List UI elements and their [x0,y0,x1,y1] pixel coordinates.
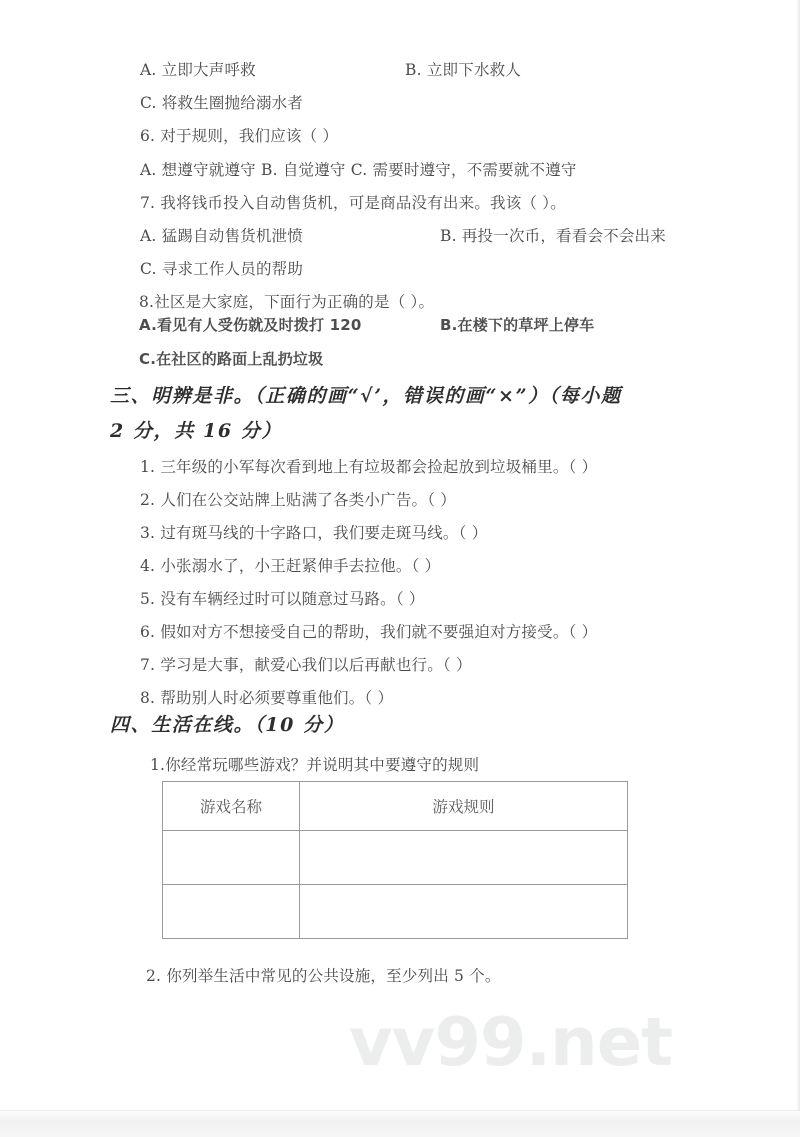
table-row[interactable] [163,831,628,885]
table-header-game-rule: 游戏规则 [300,782,628,831]
q6-options: A. 想遵守就遵守 B. 自觉遵守 C. 需要时遵守，不需要就不遵守 [140,161,577,179]
section-four-q2: 2. 你列举生活中常见的公共设施，至少列出 5 个。 [146,967,501,985]
q8-stem: 8.社区是大家庭，下面行为正确的是（ ）。 [139,293,435,311]
game-rules-table [162,781,628,939]
section-three-heading-line1: 三、明辨是非。（正确的画“√’，错误的画“×”）（每小题 [110,385,622,407]
section-three-item-5: 5. 没有车辆经过时可以随意过马路。（ ） [140,590,425,608]
table-row[interactable] [163,885,628,939]
section-three-item-3: 3. 过有斑马线的十字路口，我们要走斑马线。（ ） [140,524,488,542]
q7-option-a: A. 猛踢自动售货机泄愤 [140,227,303,245]
q7-option-b: B. 再投一次币，看看会不会出来 [440,227,666,245]
q7-option-c: C. 寻求工作人员的帮助 [140,260,304,278]
section-three-item-4: 4. 小张溺水了，小王赶紧伸手去拉他。（ ） [140,557,441,575]
section-three-item-7: 7. 学习是大事，献爱心我们以后再献也行。（ ） [140,656,472,674]
table-cell-game-rule-2[interactable] [300,885,628,939]
scan-page-right-edge [796,0,800,1113]
q6-stem: 6. 对于规则，我们应该（ ） [140,127,339,145]
q5-option-c: C. 将救生圈抛给溺水者 [140,94,304,112]
q8-option-b: B.在楼下的草坪上停车 [440,316,595,334]
table-cell-game-rule-1[interactable] [300,831,628,885]
section-four-q1: 1.你经常玩哪些游戏？并说明其中要遵守的规则 [150,756,480,774]
q7-stem: 7. 我将钱币投入自动售货机，可是商品没有出来。我该（ ）。 [140,194,566,212]
site-watermark: vv99.net [349,1003,673,1081]
table-header-game-name: 游戏名称 [163,782,300,831]
q8-option-c: C.在社区的路面上乱扔垃圾 [139,350,324,368]
section-three-heading-line2: 2 分，共 16 分） [110,420,283,442]
section-three-item-8: 8. 帮助别人时必须要尊重他们。（ ） [140,689,394,707]
table-cell-game-name-1[interactable] [163,831,300,885]
q5-option-a: A. 立即大声呼救 [140,61,256,79]
section-four-heading: 四、生活在线。（10 分） [110,714,345,736]
q5-option-b: B. 立即下水救人 [405,61,522,79]
table-header-row [163,782,628,831]
section-three-item-6: 6. 假如对方不想接受自己的帮助，我们就不要强迫对方接受。（ ） [140,623,598,641]
scan-page-bottom-edge [0,1111,800,1137]
q8-option-a: A.看见有人受伤就及时拨打 120 [139,316,362,334]
table-cell-game-name-2[interactable] [163,885,300,939]
section-three-item-2: 2. 人们在公交站牌上贴满了各类小广告。（ ） [140,491,456,509]
section-three-item-1: 1. 三年级的小军每次看到地上有垃圾都会捡起放到垃圾桶里。（ ） [140,458,598,476]
